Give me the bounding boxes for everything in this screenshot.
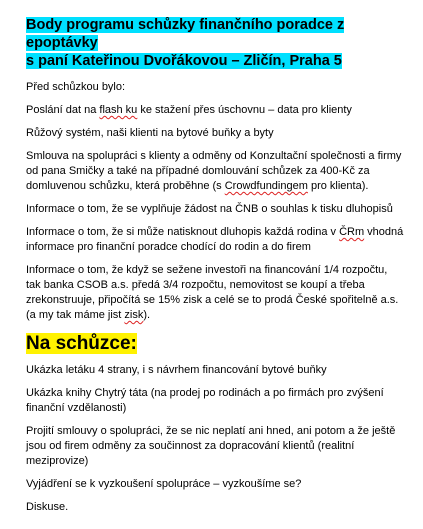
paragraph-before-intro: Před schůzkou bylo:	[26, 81, 126, 93]
paragraph-leaflet: Ukázka letáku 4 strany, i s návrhem financování bytové buňky	[26, 364, 327, 376]
paragraph-book: Ukázka knihy Chytrý táta (na prodej po rodinách a po firmách pro zvýšení finanční vzdělanosti)	[26, 387, 384, 414]
paragraph-financing: Informace o tom, že když se sežene investoři na financování 1/4 rozpočtu, tak banka CSOB a.s. předá 3/4 rozpočtu, nemovitost se koupí a třeba zrekonstruuje, připočítá se 15% zisk a celé se to prodá České spořitelně a.s. (a my tak máme jist zisk).	[26, 264, 399, 321]
paragraph-discussion: Diskuse.	[26, 501, 69, 513]
paragraph-contract: Smlouva na spolupráci s klienty a odměny od Konzultační společnosti a firmy od pana Smičky a také na případné domlouvání schůzek za 400-Kč za domluvenou schůzku, která proběhne (s Crowdfundingem pro klienta).	[26, 150, 402, 192]
paragraph-bond-printing: Informace o tom, že si může natisknout dluhopis každá rodina v ČRm vhodná informace pro finanční poradce chodící do rodin a do firem	[26, 226, 404, 253]
paragraph-pink-system: Růžový systém, naši klienti na bytové buňky a byty	[26, 127, 274, 139]
paragraph-cnb-request: Informace o tom, že se vyplňuje žádost na ČNB o souhlas k tisku dluhopisů	[26, 203, 393, 215]
title-line-2: s paní Kateřinou Dvořákovou – Zličín, Praha 5	[26, 53, 342, 69]
title-line-1: Body programu schůzky finančního poradce z epoptávky	[26, 17, 345, 51]
paragraph-contract-review: Projití smlouvy o spolupráci, že se nic neplatí ani hned, ani potom a že ještě jsou od firem odměny za součinnost za dopracování klientů (realitní meziprovize)	[26, 425, 396, 467]
paragraph-data-upload: Poslání dat na flash ku ke stažení přes úschovnu – data pro klienty	[26, 104, 352, 116]
document-title	[26, 16, 405, 70]
paragraph-cooperation: Vyjádření se k vyzkoušení spolupráce – vyzkoušíme se?	[26, 478, 302, 490]
section-heading: Na schůzce:	[26, 333, 137, 354]
